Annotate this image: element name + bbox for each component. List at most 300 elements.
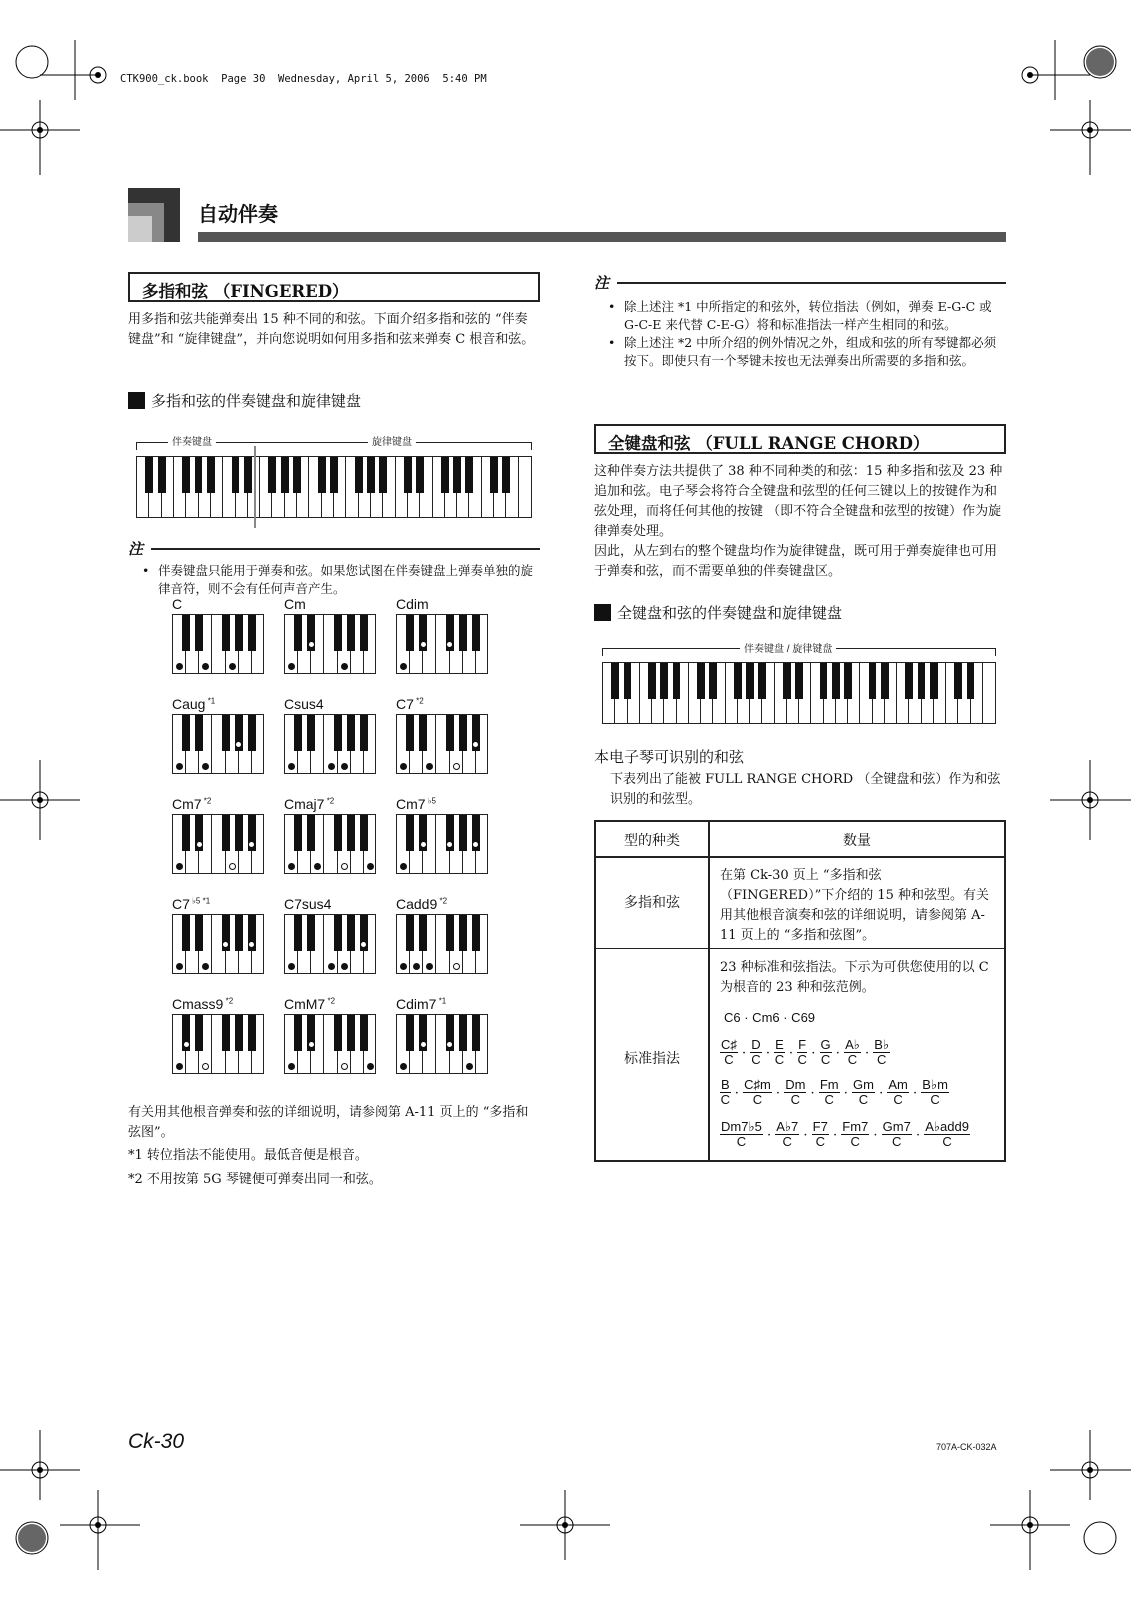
- chord-fraction: [797, 1038, 807, 1067]
- black-key: [453, 457, 461, 493]
- page-title: 自动伴奏: [198, 202, 278, 226]
- pressed-black-dot: [196, 841, 203, 848]
- black-key: [472, 915, 480, 951]
- chord-diagram: [172, 596, 264, 674]
- black-key: [334, 715, 342, 751]
- black-key: [307, 915, 315, 951]
- black-key: [648, 663, 656, 699]
- right-note-item: • 除上述注 *1 中所指定的和弦外，转位指法（例如，弹奏 E-G-C 或 G-C-E 来代替 C-E-G）将和标准指法一样产生相同的和弦。: [606, 298, 1006, 334]
- black-key: [465, 457, 473, 493]
- pressed-white-dot: [400, 763, 407, 770]
- chord-keyboard: [396, 614, 488, 674]
- pressed-white-dot: [400, 663, 407, 670]
- separator-dot: ·: [784, 1046, 798, 1061]
- right-note-title: 注: [594, 272, 1006, 293]
- pressed-black-dot: [446, 641, 453, 648]
- black-key: [441, 457, 449, 493]
- black-key: [294, 915, 302, 951]
- black-key: [222, 715, 230, 751]
- black-key: [158, 457, 166, 493]
- split-point-line: [254, 446, 256, 528]
- left-note-list: [140, 562, 540, 598]
- separator-dot: ·: [737, 1046, 751, 1061]
- square-bullet-icon: [594, 604, 611, 621]
- chord-example: · C69: [779, 1010, 816, 1025]
- chord-mark: *2: [201, 796, 212, 806]
- pressed-black-dot: [420, 641, 427, 648]
- chord-bass: C: [820, 1052, 831, 1067]
- chord-keyboard: [284, 914, 376, 974]
- black-key: [624, 663, 632, 699]
- pressed-white-dot: [367, 1063, 374, 1070]
- chord-diagram: [172, 896, 264, 974]
- chord-keyboard: [172, 714, 264, 774]
- pressed-white-dot: [288, 763, 295, 770]
- chord-upper: B♭: [874, 1037, 890, 1052]
- pressed-white-dot: [328, 963, 335, 970]
- pressed-white-dot: [341, 963, 348, 970]
- chord-mark: *1: [205, 696, 216, 706]
- fingered-keyboard: [136, 456, 532, 518]
- chord-bass: C: [720, 1092, 731, 1107]
- chord-bass: C: [724, 1052, 734, 1067]
- chord-upper: F: [798, 1037, 807, 1052]
- chord-example-line1: [724, 1010, 815, 1025]
- chord-bass: C: [815, 1134, 825, 1149]
- chord-bass: C: [790, 1092, 800, 1107]
- chord-example-line3: [720, 1078, 949, 1107]
- optional-key-dot: [453, 763, 460, 770]
- optional-key-dot: [341, 863, 348, 870]
- chord-keyboard: [396, 714, 488, 774]
- black-key: [244, 457, 252, 493]
- separator-dot: ·: [869, 1128, 882, 1143]
- pressed-white-dot: [400, 963, 407, 970]
- chord-mark: *2: [437, 896, 448, 906]
- optional-key-dot: [341, 1063, 348, 1070]
- chord-upper: D: [751, 1037, 761, 1052]
- full-range-sub-title: 全键盘和弦的伴奏键盘和旋律键盘: [594, 602, 842, 623]
- black-key: [307, 815, 315, 851]
- table-row2-type: 标准指法: [624, 1051, 680, 1067]
- black-key: [905, 663, 913, 699]
- chord-upper: Dm: [785, 1077, 806, 1092]
- chord-fraction: [774, 1038, 785, 1067]
- chord-fraction: [882, 1120, 912, 1149]
- table-row2-desc: 23 种标准和弦指法。下示为可供您使用的以 C 为根音的 23 种和弦范例。: [720, 960, 989, 995]
- pressed-black-dot: [308, 1041, 315, 1048]
- black-key: [355, 457, 363, 493]
- pressed-black-dot: [420, 841, 427, 848]
- chord-keyboard: [172, 914, 264, 974]
- chord-fraction: [720, 1078, 731, 1107]
- black-key: [697, 663, 705, 699]
- separator-dot: ·: [874, 1086, 888, 1101]
- pressed-white-dot: [367, 863, 374, 870]
- chord-name: Cm: [284, 596, 306, 612]
- chord-example-line4: [720, 1120, 970, 1149]
- chord-diagram: [396, 796, 488, 874]
- chord-name: C7sus4: [284, 896, 332, 912]
- black-key: [248, 615, 256, 651]
- pressed-black-dot: [446, 841, 453, 848]
- chord-keyboard: [284, 714, 376, 774]
- pressed-white-dot: [176, 763, 183, 770]
- black-key: [195, 1015, 203, 1051]
- black-key: [419, 715, 427, 751]
- black-key: [360, 815, 368, 851]
- chord-example-line2: [720, 1038, 890, 1067]
- chord-keyboard: [396, 1014, 488, 1074]
- black-key: [869, 663, 877, 699]
- recog-title: 本电子琴可识别的和弦: [594, 748, 745, 766]
- chord-bass: C: [858, 1092, 869, 1107]
- separator-dot: ·: [860, 1046, 874, 1061]
- black-key: [195, 457, 203, 493]
- chord-bass: C: [942, 1134, 952, 1149]
- black-key: [294, 615, 302, 651]
- chord-keyboard: [284, 814, 376, 874]
- black-key: [268, 457, 276, 493]
- table-row1-type: 多指和弦: [624, 895, 680, 911]
- chord-fraction: [819, 1078, 840, 1107]
- black-key: [195, 715, 203, 751]
- chord-keyboard: [172, 814, 264, 874]
- chord-fraction: [750, 1038, 761, 1067]
- chord-bass: C: [893, 1092, 903, 1107]
- pressed-black-dot: [420, 1041, 427, 1048]
- chord-fraction: [924, 1120, 970, 1149]
- black-key: [182, 615, 190, 651]
- chord-upper: Dm7♭5: [721, 1119, 762, 1134]
- optional-key-dot: [453, 963, 460, 970]
- pressed-white-dot: [466, 1063, 473, 1070]
- separator-dot: ·: [839, 1086, 853, 1101]
- chord-name: C: [172, 596, 183, 612]
- black-key: [222, 815, 230, 851]
- black-key: [459, 615, 467, 651]
- black-key: [611, 663, 619, 699]
- doc-code: 707A-CK-032A: [936, 1442, 997, 1452]
- black-key: [406, 615, 414, 651]
- chord-fraction: [720, 1038, 738, 1067]
- chord-upper: Am: [888, 1077, 908, 1092]
- black-key: [930, 663, 938, 699]
- black-key: [281, 457, 289, 493]
- black-key: [406, 1015, 414, 1051]
- black-key: [294, 815, 302, 851]
- chord-diagram: [396, 596, 488, 674]
- black-key: [347, 815, 355, 851]
- chord-name: CmM7 $^{*2}$: [284, 996, 336, 1012]
- black-key: [248, 715, 256, 751]
- pressed-white-dot: [400, 1063, 407, 1070]
- separator-dot: ·: [908, 1086, 922, 1101]
- footnote-1: *1 转位指法不能使用。最低音便是根音。: [128, 1148, 368, 1163]
- black-key: [832, 663, 840, 699]
- black-key: [406, 815, 414, 851]
- chord-bass: C: [752, 1092, 763, 1107]
- black-key: [294, 1015, 302, 1051]
- chord-example: · Cm6: [740, 1010, 780, 1025]
- black-key: [783, 663, 791, 699]
- right-note-item: • 除上述注 *2 中所介绍的例外情况之外，组成和弦的所有琴键都必须按下。即使只有一个琴键未按也无法弹奏出所需要的多指和弦。: [606, 334, 1006, 370]
- chord-fraction: [887, 1078, 909, 1107]
- table-col1-header: 型的种类: [624, 833, 680, 849]
- black-key: [182, 815, 190, 851]
- left-note-item: • 伴奏键盘只能用于弹奏和弦。如果您试图在伴奏键盘上弹奏单独的旋律音符，则不会有任何声音产生。: [140, 562, 540, 598]
- black-key: [446, 915, 454, 951]
- pressed-white-dot: [176, 663, 183, 670]
- pressed-white-dot: [176, 863, 183, 870]
- footnote-2: *2 不用按第 5G 琴键便可弹奏出同一和弦。: [128, 1172, 382, 1187]
- pressed-white-dot: [229, 663, 236, 670]
- page-number: Ck-30: [128, 1430, 185, 1453]
- chord-diagram: [172, 796, 264, 874]
- chord-fraction: [720, 1120, 763, 1149]
- black-key: [235, 615, 243, 651]
- table-col-divider: [708, 822, 710, 1160]
- chord-bass: C: [736, 1134, 747, 1149]
- chord-mark: *2: [324, 796, 335, 806]
- chord-mark: ♭5 *1: [189, 896, 211, 906]
- chord-fraction: [812, 1120, 829, 1149]
- chord-upper: Fm: [819, 1077, 839, 1092]
- separator-dot: ·: [730, 1086, 744, 1101]
- pressed-white-dot: [288, 963, 295, 970]
- separator-dot: ·: [831, 1046, 845, 1061]
- black-key: [222, 1015, 230, 1051]
- black-key: [347, 915, 355, 951]
- chord-mark: *2: [413, 696, 424, 706]
- square-bullet-icon: [128, 392, 145, 409]
- chord-upper: A♭add9: [925, 1119, 969, 1134]
- chord-bass: C: [930, 1092, 940, 1107]
- black-key: [820, 663, 828, 699]
- chord-upper: Fm7: [842, 1119, 869, 1134]
- chord-bass: C: [751, 1052, 761, 1067]
- black-key: [954, 663, 962, 699]
- black-key: [294, 715, 302, 751]
- black-key: [967, 663, 975, 699]
- label-accomp: 伴奏键盘: [168, 433, 216, 448]
- black-key: [182, 457, 190, 493]
- chord-upper: G: [820, 1037, 831, 1052]
- black-key: [293, 457, 301, 493]
- chord-mark: *1: [436, 996, 447, 1006]
- separator-dot: ·: [771, 1086, 785, 1101]
- white-key: [519, 457, 531, 517]
- separator-dot: ·: [911, 1128, 925, 1143]
- black-key: [334, 615, 342, 651]
- left-note-title: 注: [128, 538, 540, 559]
- chord-bass: C: [892, 1134, 902, 1149]
- black-key: [459, 1015, 467, 1051]
- black-key: [490, 457, 498, 493]
- full-range-section-title: 全键盘和弦 （FULL RANGE CHORD）: [594, 424, 1006, 454]
- black-key: [502, 457, 510, 493]
- chord-keyboard: [284, 614, 376, 674]
- chord-upper: B: [721, 1077, 730, 1092]
- chord-upper: B♭m: [922, 1077, 948, 1092]
- black-key: [195, 615, 203, 651]
- chord-name: Cm7 $^{♭5}$: [396, 796, 437, 812]
- full-range-keyboard: [602, 662, 996, 724]
- chord-name: C7 $^{*2}$: [396, 696, 424, 712]
- black-key: [360, 1015, 368, 1051]
- chord-name: Cadd9 $^{*2}$: [396, 896, 448, 912]
- separator-dot: ·: [806, 1086, 819, 1101]
- black-key: [360, 615, 368, 651]
- black-key: [334, 915, 342, 951]
- black-key: [248, 1015, 256, 1051]
- black-key: [881, 663, 889, 699]
- black-key: [235, 815, 243, 851]
- chord-bass: C: [774, 1052, 785, 1067]
- chord-bass: C: [847, 1052, 858, 1067]
- chord-fraction: [841, 1120, 869, 1149]
- black-key: [347, 715, 355, 751]
- chord-example: C6: [724, 1010, 741, 1025]
- pressed-white-dot: [176, 963, 183, 970]
- chord-upper: Gm7: [882, 1119, 911, 1134]
- black-key: [446, 715, 454, 751]
- black-key: [222, 615, 230, 651]
- chord-upper: C♯m: [744, 1077, 771, 1092]
- black-key: [660, 663, 668, 699]
- black-key: [379, 457, 387, 493]
- chord-type-table: [594, 820, 1006, 1162]
- pressed-black-dot: [183, 1041, 190, 1048]
- chord-bass: C: [850, 1134, 860, 1149]
- black-key: [795, 663, 803, 699]
- black-key: [472, 1015, 480, 1051]
- pressed-black-dot: [446, 1041, 453, 1048]
- pressed-white-dot: [328, 763, 335, 770]
- black-key: [918, 663, 926, 699]
- black-key: [207, 457, 215, 493]
- chord-keyboard: [396, 814, 488, 874]
- chord-fraction: [775, 1120, 799, 1149]
- chord-diagram: [284, 596, 376, 674]
- print-header: CTK900_ck.book Page 30 Wednesday, April 5, 2006 5:40 PM: [120, 73, 487, 85]
- black-key: [182, 915, 190, 951]
- black-key: [334, 1015, 342, 1051]
- black-key: [235, 915, 243, 951]
- chord-mark: *2: [223, 996, 234, 1006]
- pressed-white-dot: [341, 763, 348, 770]
- chord-fraction: [852, 1078, 875, 1107]
- table-row-rule: [596, 948, 1004, 949]
- table-header-rule: [596, 856, 1004, 858]
- chord-diagram: [284, 996, 376, 1074]
- pressed-white-dot: [288, 1063, 295, 1070]
- fingered-intro: 用多指和弦共能弹奏出 15 种不同的和弦。下面介绍多指和弦的 “伴奏键盘”和 “旋律键盘”，并向您说明如何用多指和弦来弹奏 C 根音和弦。: [128, 312, 535, 347]
- chord-name: Caug $^{*1}$: [172, 696, 216, 712]
- black-key: [367, 457, 375, 493]
- recog-text: 下表列出了能被 FULL RANGE CHORD （全键盘和弦）作为和弦识别的和弦型。: [610, 772, 1001, 807]
- chord-diagram: [284, 796, 376, 874]
- chord-name: Cm7 $^{*2}$: [172, 796, 212, 812]
- black-key: [330, 457, 338, 493]
- separator-dot: ·: [807, 1046, 820, 1061]
- chord-name: Csus4: [284, 696, 324, 712]
- chord-upper: Gm: [853, 1077, 874, 1092]
- chord-diagram: [284, 696, 376, 774]
- black-key: [459, 715, 467, 751]
- chord-upper: A♭: [845, 1037, 860, 1052]
- pressed-white-dot: [400, 863, 407, 870]
- chord-bass: C: [782, 1134, 792, 1149]
- label-full-range: 伴奏键盘 / 旋律键盘: [740, 640, 836, 655]
- chord-bass: C: [797, 1052, 807, 1067]
- chord-diagram: [396, 996, 488, 1074]
- pressed-black-dot: [308, 641, 315, 648]
- full-range-para1: 这种伴奏方法共提供了 38 种不同种类的和弦：15 种多指和弦及 23 种追加和弦。电子琴会将符合全键盘和弦型的任何三键以上的按键作为和弦处理，而将任何其他的按键 （即不符合全键盘和弦型的按键）作为旋律弹奏处理。: [594, 464, 1003, 539]
- chord-mark: ♭5: [425, 796, 437, 806]
- fingered-sub-title: 多指和弦的伴奏键盘和旋律键盘: [128, 390, 361, 411]
- chord-keyboard: [396, 914, 488, 974]
- chord-name: Cmaj7 $^{*2}$: [284, 796, 335, 812]
- separator-dot: ·: [799, 1128, 812, 1143]
- black-key: [347, 615, 355, 651]
- black-key: [195, 915, 203, 951]
- black-key: [844, 663, 852, 699]
- chord-fraction: [784, 1078, 806, 1107]
- pressed-white-dot: [176, 1063, 183, 1070]
- black-key: [459, 815, 467, 851]
- black-key: [235, 1015, 243, 1051]
- black-key: [404, 457, 412, 493]
- chord-upper: F7: [812, 1119, 828, 1134]
- chord-keyboard: [172, 1014, 264, 1074]
- black-key: [472, 615, 480, 651]
- black-key: [459, 915, 467, 951]
- chord-name: Cmass9 $^{*2}$: [172, 996, 234, 1012]
- black-key: [347, 1015, 355, 1051]
- pressed-black-dot: [222, 941, 229, 948]
- fingered-section-title: 多指和弦 （FINGERED）: [128, 272, 540, 302]
- black-key: [419, 915, 427, 951]
- black-key: [734, 663, 742, 699]
- chord-name: Cdim: [396, 596, 429, 612]
- title-rule: [198, 232, 1006, 242]
- chord-keyboard: [172, 614, 264, 674]
- title-block-inner2: [128, 216, 152, 242]
- black-key: [182, 715, 190, 751]
- black-key: [758, 663, 766, 699]
- chord-keyboard: [284, 1014, 376, 1074]
- black-key: [360, 715, 368, 751]
- black-key: [406, 715, 414, 751]
- table-col2-header: 数量: [843, 833, 871, 849]
- chord-upper: A♭7: [776, 1119, 799, 1134]
- right-note-list: [606, 298, 1006, 370]
- separator-dot: ·: [762, 1128, 776, 1143]
- separator-dot: ·: [761, 1046, 775, 1061]
- black-key: [232, 457, 240, 493]
- chord-diagram: [396, 696, 488, 774]
- black-key: [746, 663, 754, 699]
- pressed-white-dot: [341, 663, 348, 670]
- chord-fraction: [921, 1078, 949, 1107]
- chord-diagram: [396, 896, 488, 974]
- separator-dot: ·: [828, 1128, 842, 1143]
- chord-fraction: [820, 1038, 832, 1067]
- chord-upper: E: [775, 1037, 784, 1052]
- pressed-white-dot: [288, 663, 295, 670]
- chord-diagram: [172, 696, 264, 774]
